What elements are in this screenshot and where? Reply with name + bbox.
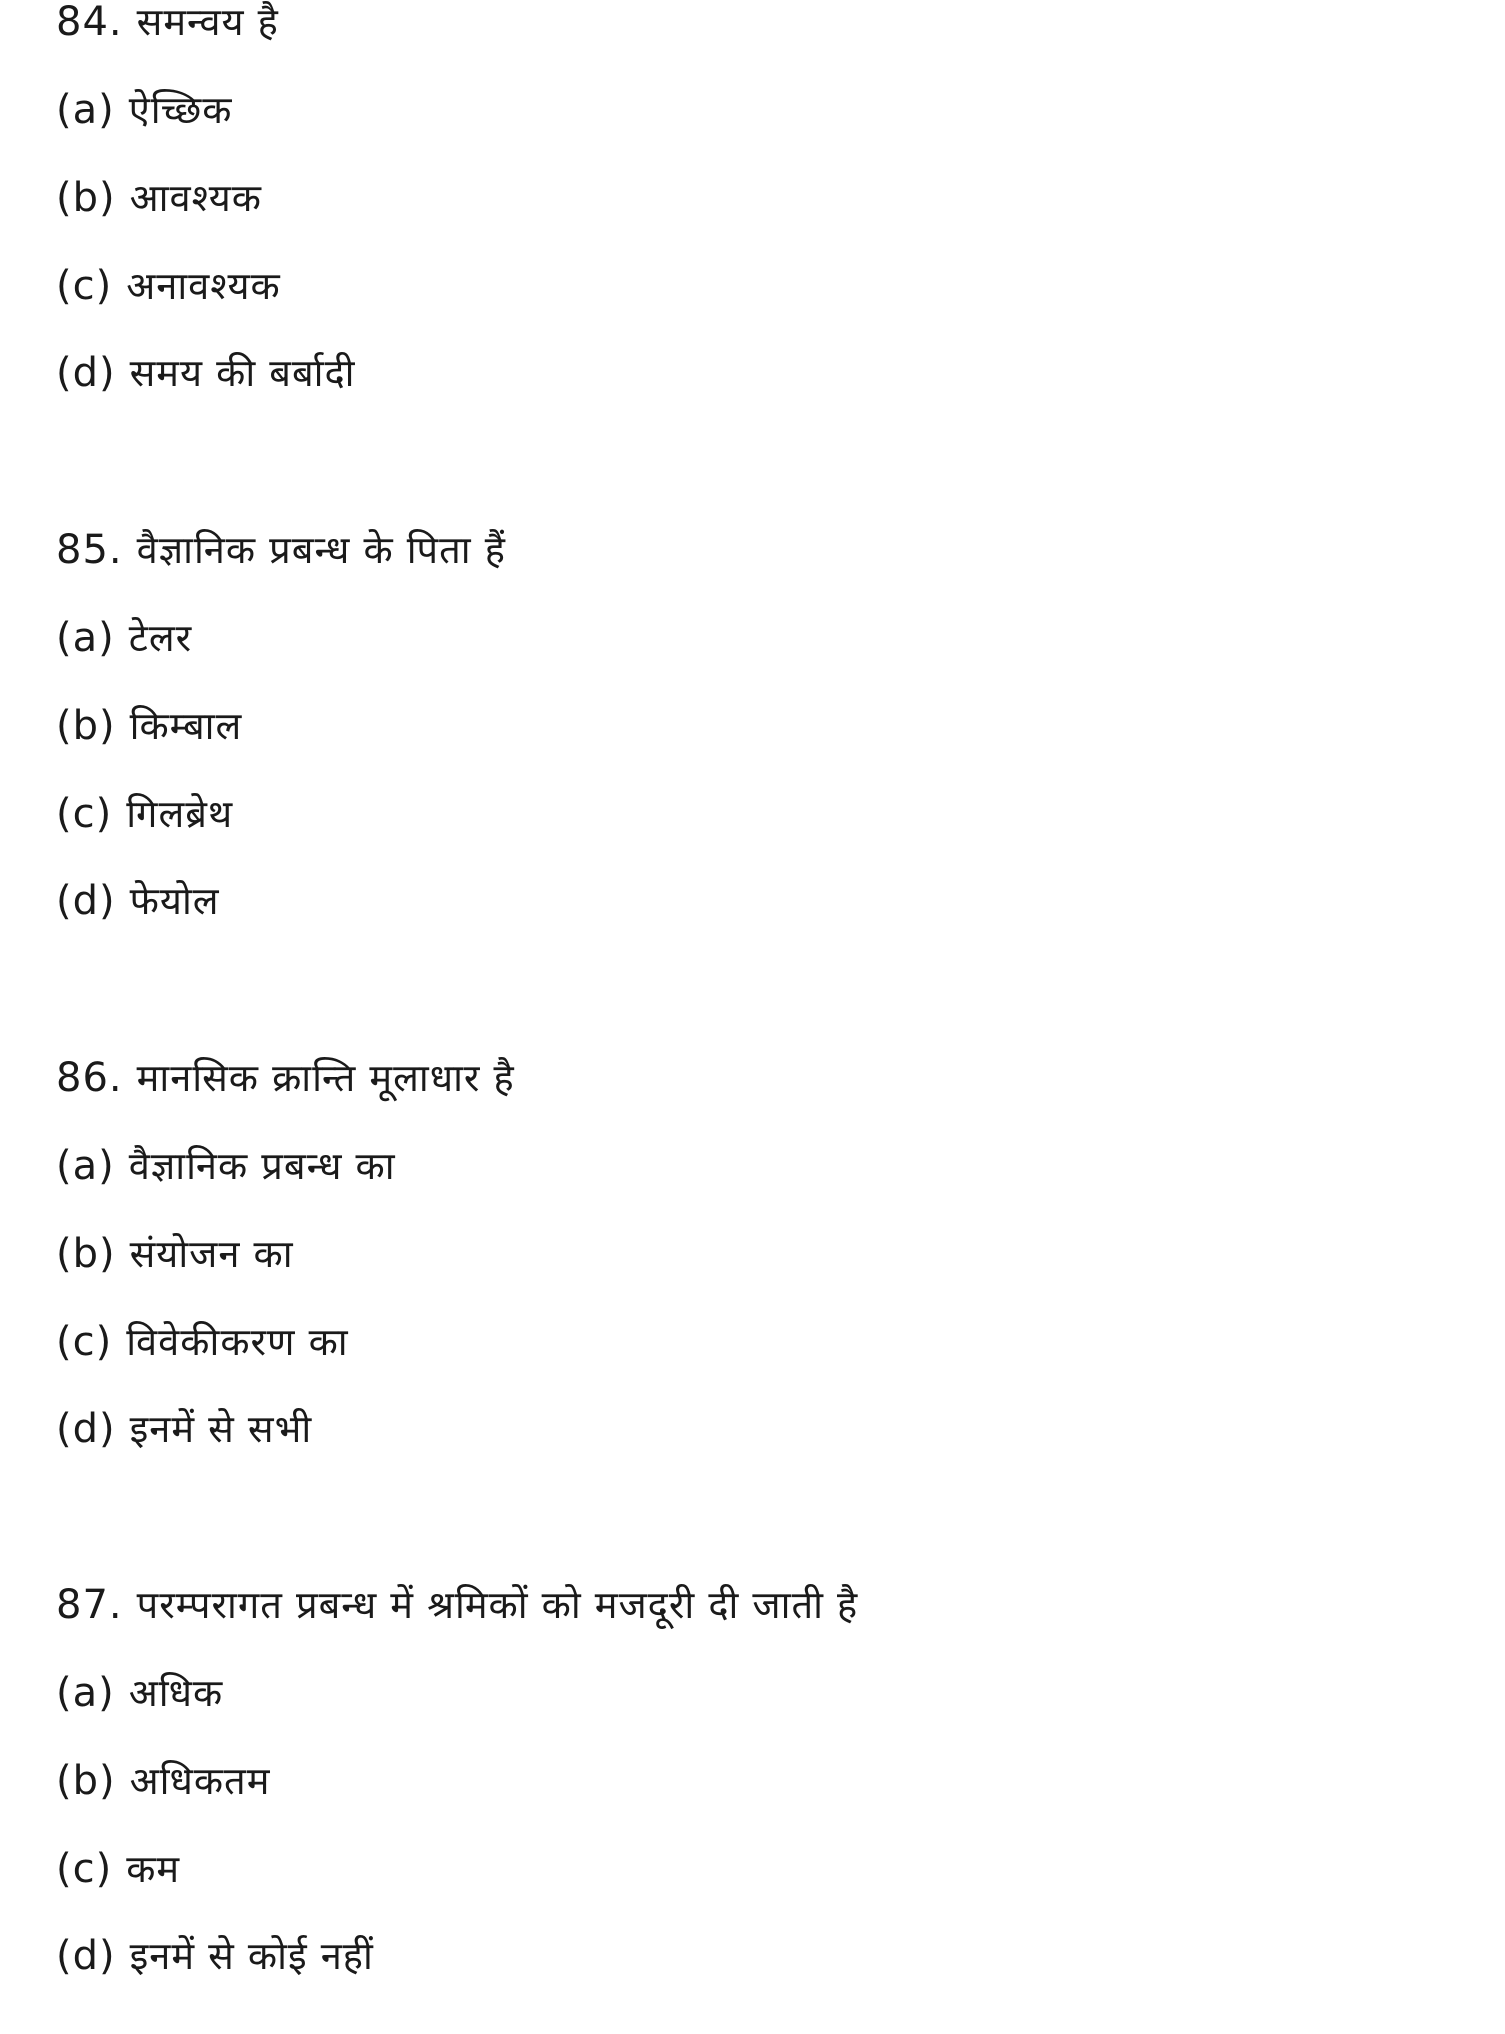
question-text: समन्वय है bbox=[136, 0, 279, 44]
option-text: अनावश्यक bbox=[126, 264, 281, 308]
option-label: (c) bbox=[56, 791, 113, 837]
option-label: (d) bbox=[56, 878, 116, 924]
option-text: आवश्यक bbox=[129, 176, 262, 220]
option-b[interactable] bbox=[56, 696, 242, 756]
option-text: अधिकतम bbox=[129, 1759, 271, 1803]
option-d[interactable] bbox=[56, 871, 220, 931]
option-label: (a) bbox=[56, 87, 115, 133]
option-label: (d) bbox=[56, 1933, 116, 1979]
option-text: टेलर bbox=[128, 616, 193, 660]
option-label: (a) bbox=[56, 1143, 115, 1189]
option-b[interactable] bbox=[56, 168, 262, 228]
option-label: (c) bbox=[56, 1319, 113, 1365]
option-b[interactable] bbox=[56, 1751, 270, 1811]
option-label: (b) bbox=[56, 1231, 116, 1277]
option-text: अधिक bbox=[128, 1671, 224, 1715]
question-stem bbox=[56, 0, 279, 52]
option-a[interactable] bbox=[56, 608, 192, 668]
option-c[interactable] bbox=[56, 256, 281, 316]
option-a[interactable] bbox=[56, 1136, 396, 1196]
option-text: संयोजन का bbox=[129, 1232, 294, 1276]
option-c[interactable] bbox=[56, 1312, 349, 1372]
option-label: (b) bbox=[56, 175, 116, 221]
option-a[interactable] bbox=[56, 1663, 223, 1723]
option-c[interactable] bbox=[56, 1839, 180, 1899]
option-label: (c) bbox=[56, 1846, 113, 1892]
question-number: 86. bbox=[56, 1055, 123, 1101]
option-text: फेयोल bbox=[129, 879, 220, 923]
option-text: किम्बाल bbox=[129, 704, 243, 748]
option-label: (a) bbox=[56, 1670, 115, 1716]
option-d[interactable] bbox=[56, 1399, 312, 1459]
question-text: मानसिक क्रान्ति मूलाधार है bbox=[136, 1056, 515, 1100]
option-text: समय की बर्बादी bbox=[129, 351, 356, 395]
option-a[interactable] bbox=[56, 80, 232, 140]
option-label: (b) bbox=[56, 1758, 116, 1804]
option-label: (d) bbox=[56, 1406, 116, 1452]
option-b[interactable] bbox=[56, 1224, 294, 1284]
option-text: इनमें से कोई नहीं bbox=[129, 1934, 374, 1978]
question-text: वैज्ञानिक प्रबन्ध के पिता हैं bbox=[136, 528, 506, 572]
option-d[interactable] bbox=[56, 1926, 374, 1986]
option-text: विवेकीकरण का bbox=[126, 1320, 349, 1364]
option-label: (b) bbox=[56, 703, 116, 749]
question-stem bbox=[56, 1575, 858, 1635]
option-text: ऐच्छिक bbox=[128, 88, 233, 132]
question-stem bbox=[56, 520, 506, 580]
option-text: इनमें से सभी bbox=[129, 1407, 313, 1451]
option-text: कम bbox=[126, 1847, 181, 1891]
option-c[interactable] bbox=[56, 784, 233, 844]
question-number: 84. bbox=[56, 0, 123, 45]
option-label: (a) bbox=[56, 615, 115, 661]
option-label: (c) bbox=[56, 263, 113, 309]
option-text: वैज्ञानिक प्रबन्ध का bbox=[128, 1144, 396, 1188]
question-text: परम्परागत प्रबन्ध में श्रमिकों को मजदूरी दी जाती है bbox=[136, 1583, 859, 1627]
option-d[interactable] bbox=[56, 343, 356, 403]
question-number: 87. bbox=[56, 1582, 123, 1628]
option-label: (d) bbox=[56, 350, 116, 396]
option-text: गिलब्रेथ bbox=[126, 792, 234, 836]
question-number: 85. bbox=[56, 527, 123, 573]
question-stem bbox=[56, 1048, 515, 1108]
